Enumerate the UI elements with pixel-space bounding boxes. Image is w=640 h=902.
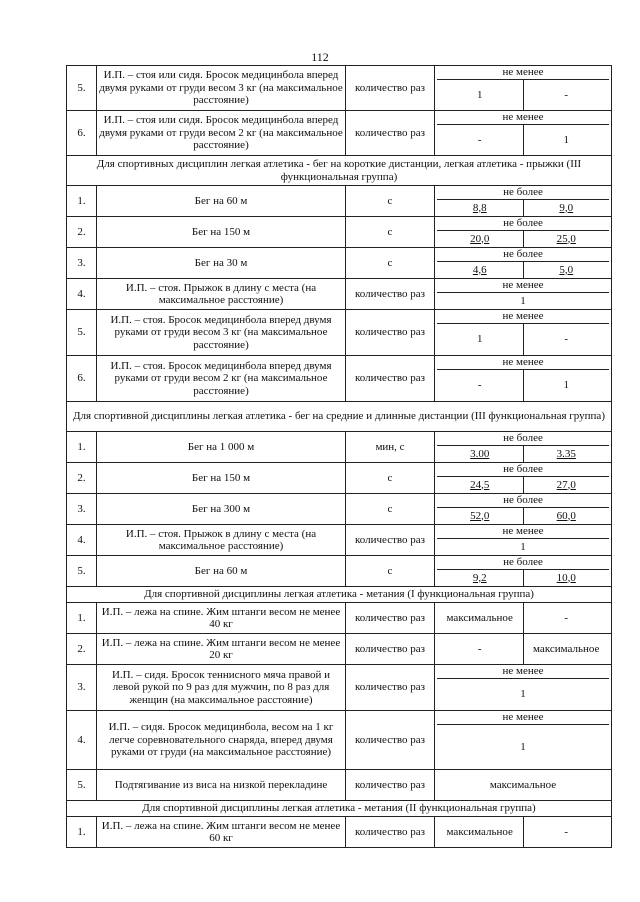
table-row [67,770,612,801]
result-value-1-text: 4,6 [472,263,487,276]
result-value-1-text: 9,2 [472,571,487,584]
result-values [437,770,609,800]
row-number: 2. [67,634,97,665]
result-values [437,634,609,664]
exercise-description: Бег на 150 м [97,463,346,494]
result-value-2 [523,324,610,356]
result-cell [435,556,612,587]
unit-of-measure: количество раз [346,817,435,848]
result-header: не более [437,494,609,508]
result-value-1-text: 1 [477,333,483,345]
result-header: не более [437,556,609,570]
result-header: не более [437,186,609,200]
result-cell [435,603,612,634]
result-wrap [437,186,609,216]
table-row [67,665,612,711]
section-heading-row [67,587,612,603]
result-wrap [437,111,609,155]
row-number: 3. [67,248,97,279]
result-cell [435,217,612,248]
exercise-description: И.П. – стоя или сидя. Бросок медицинбола вперед двумя руками от груди весом 2 кг (на максимальное расстояние) [97,111,346,156]
result-value: 1 [520,740,526,753]
exercise-description: И.П. – лежа на спине. Жим штанги весом не менее 60 кг [97,817,346,848]
unit-of-measure: мин, с [346,432,435,463]
result-values [437,231,609,248]
result-value-2-text: 5,0 [559,263,574,276]
result-value-1 [437,231,523,248]
result-value-1 [437,477,523,494]
result-value-2-text: 10,0 [556,571,576,584]
result-values [437,80,609,111]
unit-of-measure: с [346,494,435,525]
unit-of-measure: количество раз [346,603,435,634]
result-wrap [437,279,609,309]
result-cell [435,186,612,217]
result-value: 1 [520,294,526,307]
result-header: не менее [437,279,609,293]
row-number: 5. [67,310,97,356]
result-values [437,725,609,770]
row-number: 6. [67,356,97,402]
result-value-2 [523,446,610,463]
result-value-1-text: 52,0 [470,509,490,522]
row-number: 2. [67,217,97,248]
result-cell [435,310,612,356]
result-wrap [437,770,609,800]
result-header: не менее [437,310,609,324]
result-values [437,817,609,847]
section-heading: Для спортивной дисциплины легкая атлетика - бег на средние и длинные дистанции (III функциональная группа) [67,402,612,432]
result-value-2 [523,370,610,402]
exercise-description: И.П. – лежа на спине. Жим штанги весом не менее 40 кг [97,603,346,634]
exercise-description: И.П. – стоя. Прыжок в длину с места (на максимальное расстояние) [97,525,346,556]
section-heading: Для спортивных дисциплин легкая атлетика - бег на короткие дистанции, легкая атлетика - прыжки (III функциональная группа) [67,156,612,186]
result-value-1 [437,262,523,279]
result-cell [435,432,612,463]
result-values [437,370,609,402]
table-row [67,356,612,402]
result-header: не более [437,248,609,262]
result-values [437,477,609,494]
result-value-1 [437,370,523,402]
result-header: не более [437,463,609,477]
result-wrap [437,66,609,110]
unit-of-measure: с [346,556,435,587]
exercise-description: Бег на 60 м [97,186,346,217]
result-cell [435,525,612,556]
result-value-2-text: 60,0 [556,509,576,522]
result-cell [435,770,612,801]
exercise-description: И.П. – стоя. Прыжок в длину с места (на максимальное расстояние) [97,279,346,310]
exercise-description: И.П. – стоя. Бросок медицинбола вперед двумя руками от груди весом 2 кг (на максимальное расстояние) [97,356,346,402]
result-values [437,200,609,217]
table-row [67,711,612,770]
result-header: не менее [437,665,609,679]
table-row [67,279,612,310]
unit-of-measure: количество раз [346,111,435,156]
exercise-description: Подтягивание из виса на низкой перекладине [97,770,346,801]
result-values [437,125,609,156]
unit-of-measure: количество раз [346,770,435,801]
result-header: не менее [437,356,609,370]
result-value-1 [437,508,523,525]
unit-of-measure: количество раз [346,525,435,556]
exercise-description: И.П. – стоя или сидя. Бросок медицинбола вперед двумя руками от груди весом 3 кг (на максимальное расстояние) [97,66,346,111]
result-values [437,508,609,525]
exercise-description: Бег на 300 м [97,494,346,525]
result-value-2 [523,262,610,279]
exercise-description: И.П. – сидя. Бросок теннисного мяча правой и левой рукой по 9 раз для мужчин, по 8 раз для женщин (на максимальное расстояние) [97,665,346,711]
table-row [67,66,612,111]
result-value-1 [437,200,523,217]
result-value-1-text: - [477,133,482,146]
result-value-1: максимальное [446,611,513,624]
result-cell [435,111,612,156]
unit-of-measure: количество раз [346,711,435,770]
result-wrap [437,248,609,278]
exercise-description: Бег на 1 000 м [97,432,346,463]
result-wrap [437,494,609,524]
result-value-2-text: - [564,333,569,345]
result-value-1 [437,446,523,463]
result-value-1-text: 3.00 [470,447,490,460]
result-wrap [437,463,609,493]
result-cell [435,356,612,402]
result-values [437,262,609,279]
unit-of-measure: количество раз [346,665,435,711]
result-value-2 [523,125,610,156]
result-value-2-text: 9,0 [559,201,574,214]
row-number: 3. [67,665,97,711]
result-wrap [437,817,609,847]
result-cell [435,494,612,525]
row-number: 1. [67,432,97,463]
standards-table [66,65,612,848]
result-header: не менее [437,525,609,539]
row-number: 3. [67,494,97,525]
row-number: 4. [67,711,97,770]
result-header: не менее [437,66,609,80]
result-value-1: - [477,642,482,655]
table-row [67,556,612,587]
result-value-1-text: - [477,379,482,391]
result-wrap [437,603,609,633]
result-values [437,539,609,556]
unit-of-measure: количество раз [346,356,435,402]
result-values [437,603,609,633]
section-heading-row [67,801,612,817]
result-value-2 [523,508,610,525]
section-heading-row [67,402,612,432]
exercise-description: Бег на 30 м [97,248,346,279]
result-header: не более [437,432,609,446]
result-value: 1 [520,540,526,553]
result-value-2-text: 3.35 [556,447,576,460]
result-cell [435,248,612,279]
table-row [67,111,612,156]
section-heading-row [67,156,612,186]
row-number: 2. [67,463,97,494]
row-number: 1. [67,817,97,848]
result-value-2 [523,80,610,111]
result-values [437,679,609,711]
result-values [437,446,609,463]
result-value-2 [523,231,610,248]
result-cell [435,279,612,310]
result-value-1 [437,324,523,356]
unit-of-measure: с [346,217,435,248]
table-row [67,310,612,356]
unit-of-measure: количество раз [346,66,435,111]
result-wrap [437,665,609,710]
result-value-2: - [523,817,610,847]
row-number: 5. [67,556,97,587]
result-value-1-text: 24,5 [470,478,490,491]
row-number: 1. [67,186,97,217]
unit-of-measure: количество раз [346,279,435,310]
result-cell [435,711,612,770]
result-wrap [437,217,609,247]
table-row [67,186,612,217]
section-heading: Для спортивной дисциплины легкая атлетика - метания (I функциональная группа) [67,587,612,603]
result-value-2: - [523,603,610,633]
result-wrap [437,356,609,401]
result-header: не менее [437,111,609,125]
result-values [437,324,609,356]
unit-of-measure: с [346,248,435,279]
result-value: 1 [520,688,526,700]
result-value-1-text: 8,8 [472,201,487,214]
result-value-2-text: 25,0 [556,232,576,245]
result-wrap [437,525,609,555]
exercise-description: И.П. – сидя. Бросок медицинбола, весом на 1 кг легче соревновательного снаряда, вперед двумя руками от груди (на максимальное расстояние) [97,711,346,770]
row-number: 6. [67,111,97,156]
section-heading: Для спортивной дисциплины легкая атлетика - метания (II функциональная группа) [67,801,612,817]
unit-of-measure: с [346,186,435,217]
table-row [67,634,612,665]
result-cell [435,665,612,711]
result-wrap [437,711,609,769]
table-row [67,603,612,634]
page-number: 112 [311,50,329,64]
result-value-1: максимальное [446,825,513,838]
row-number: 4. [67,279,97,310]
result-value-2 [523,570,610,587]
result-cell [435,817,612,848]
row-number: 4. [67,525,97,556]
table-row [67,248,612,279]
result-value-2-text: - [564,88,569,101]
result-value-1 [437,570,523,587]
unit-of-measure: с [346,463,435,494]
row-number: 5. [67,770,97,801]
result-cell [435,634,612,665]
result-values [437,570,609,587]
result-cell [435,463,612,494]
row-number: 5. [67,66,97,111]
result-value-1 [437,125,523,156]
exercise-description: Бег на 60 м [97,556,346,587]
result-values [437,293,609,310]
table-row [67,463,612,494]
result-value-1-text: 20,0 [470,232,490,245]
exercise-description: И.П. – стоя. Бросок медицинбола вперед двумя руками от груди весом 3 кг (на максимальное расстояние) [97,310,346,356]
result-value-2 [523,477,610,494]
unit-of-measure: количество раз [346,310,435,356]
result-wrap [437,556,609,586]
table-row [67,432,612,463]
result-value-2 [523,200,610,217]
table-row [67,217,612,248]
result-value-2-text: 1 [563,133,569,146]
table-row [67,494,612,525]
result-wrap [437,634,609,664]
result-value-1-text: 1 [477,88,483,101]
result-value-1 [437,80,523,111]
table-row [67,817,612,848]
result-value-2: максимальное [523,634,610,664]
result-value-2-text: 1 [563,379,569,391]
result-value: максимальное [489,778,557,791]
result-value-2-text: 27,0 [556,478,576,491]
table-body [67,66,612,848]
exercise-description: Бег на 150 м [97,217,346,248]
unit-of-measure: количество раз [346,634,435,665]
row-number: 1. [67,603,97,634]
result-header: не менее [437,711,609,725]
exercise-description: И.П. – лежа на спине. Жим штанги весом не менее 20 кг [97,634,346,665]
result-header: не более [437,217,609,231]
result-wrap [437,432,609,462]
table-row [67,525,612,556]
result-cell [435,66,612,111]
result-wrap [437,310,609,355]
